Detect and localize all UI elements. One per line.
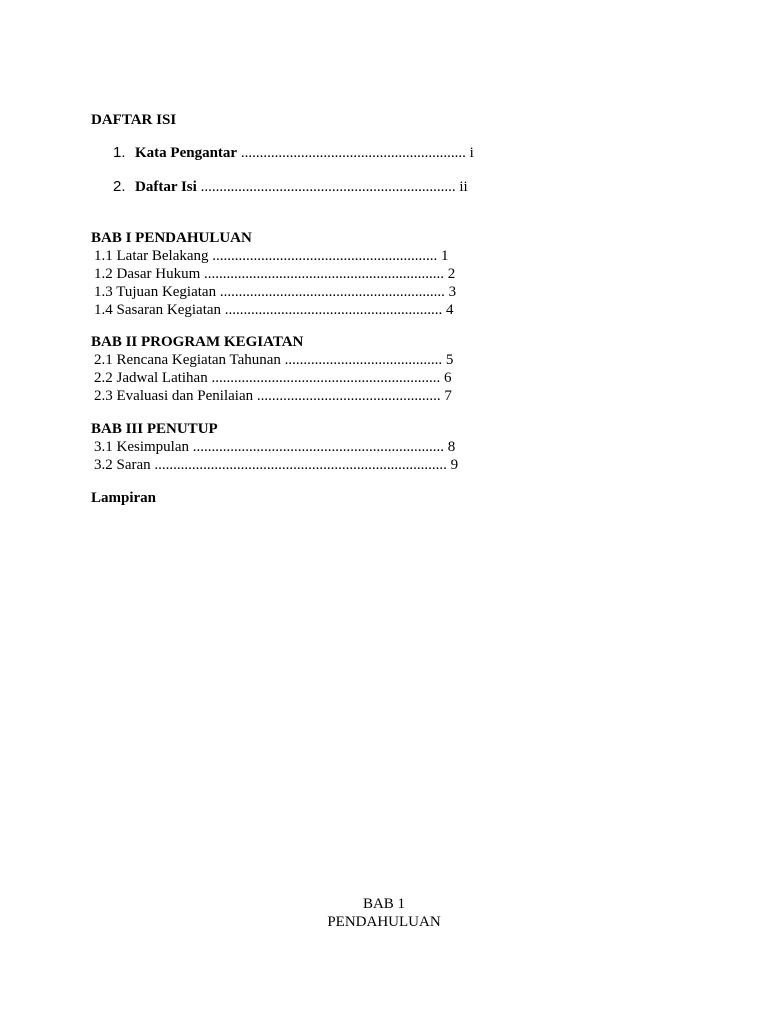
toc-entry: 2.2 Jadwal Latihan ............................................................. 6 — [94, 370, 452, 386]
toc-entry: 2.3 Evaluasi dan Penilaian ................................................. 7 — [94, 388, 452, 404]
list-marker: 2. — [113, 178, 126, 195]
chapter-entry-list — [91, 351, 453, 405]
chapter-entry-list — [91, 247, 456, 319]
chapter-name: PENDAHULUAN — [327, 914, 441, 930]
toc-item-kata-pengantar — [113, 144, 474, 162]
toc-item-label: Daftar Isi — [135, 179, 197, 195]
toc-item-leader: ............................................................ i — [237, 145, 474, 161]
toc-entry: 1.4 Sasaran Kegiatan .......................................................... 4 — [94, 302, 454, 318]
toc-entry: 2.1 Rencana Kegiatan Tahunan .......................................... 5 — [94, 352, 454, 368]
chapter-heading: BAB I PENDAHULUAN — [91, 230, 252, 246]
chapter-bab-1 — [91, 229, 456, 319]
toc-title: DAFTAR ISI — [91, 112, 177, 128]
toc-entry: 1.1 Latar Belakang ............................................................ 1 — [94, 248, 449, 264]
next-chapter-title — [0, 895, 768, 931]
toc-item-daftar-isi — [113, 178, 468, 196]
chapter-bab-2 — [91, 333, 453, 405]
appendix-heading: Lampiran — [91, 490, 157, 506]
chapter-heading: BAB II PROGRAM KEGIATAN — [91, 334, 304, 350]
toc-item-leader: .................................................................... ii — [196, 179, 468, 195]
chapter-entry-list — [91, 438, 458, 474]
toc-entry: 1.3 Tujuan Kegiatan ............................................................ 3 — [94, 284, 457, 300]
toc-item-label: Kata Pengantar — [135, 145, 238, 161]
chapter-heading: BAB III PENUTUP — [91, 421, 218, 437]
chapter-bab-3 — [91, 420, 458, 474]
toc-entry: 1.2 Dasar Hukum ................................................................ 2 — [94, 266, 456, 282]
chapter-number: BAB 1 — [362, 896, 406, 912]
list-marker: 1. — [113, 144, 126, 161]
toc-entry: 3.2 Saran .............................................................................. 9 — [94, 457, 459, 473]
toc-entry: 3.1 Kesimpulan ................................................................... 8 — [94, 439, 456, 455]
